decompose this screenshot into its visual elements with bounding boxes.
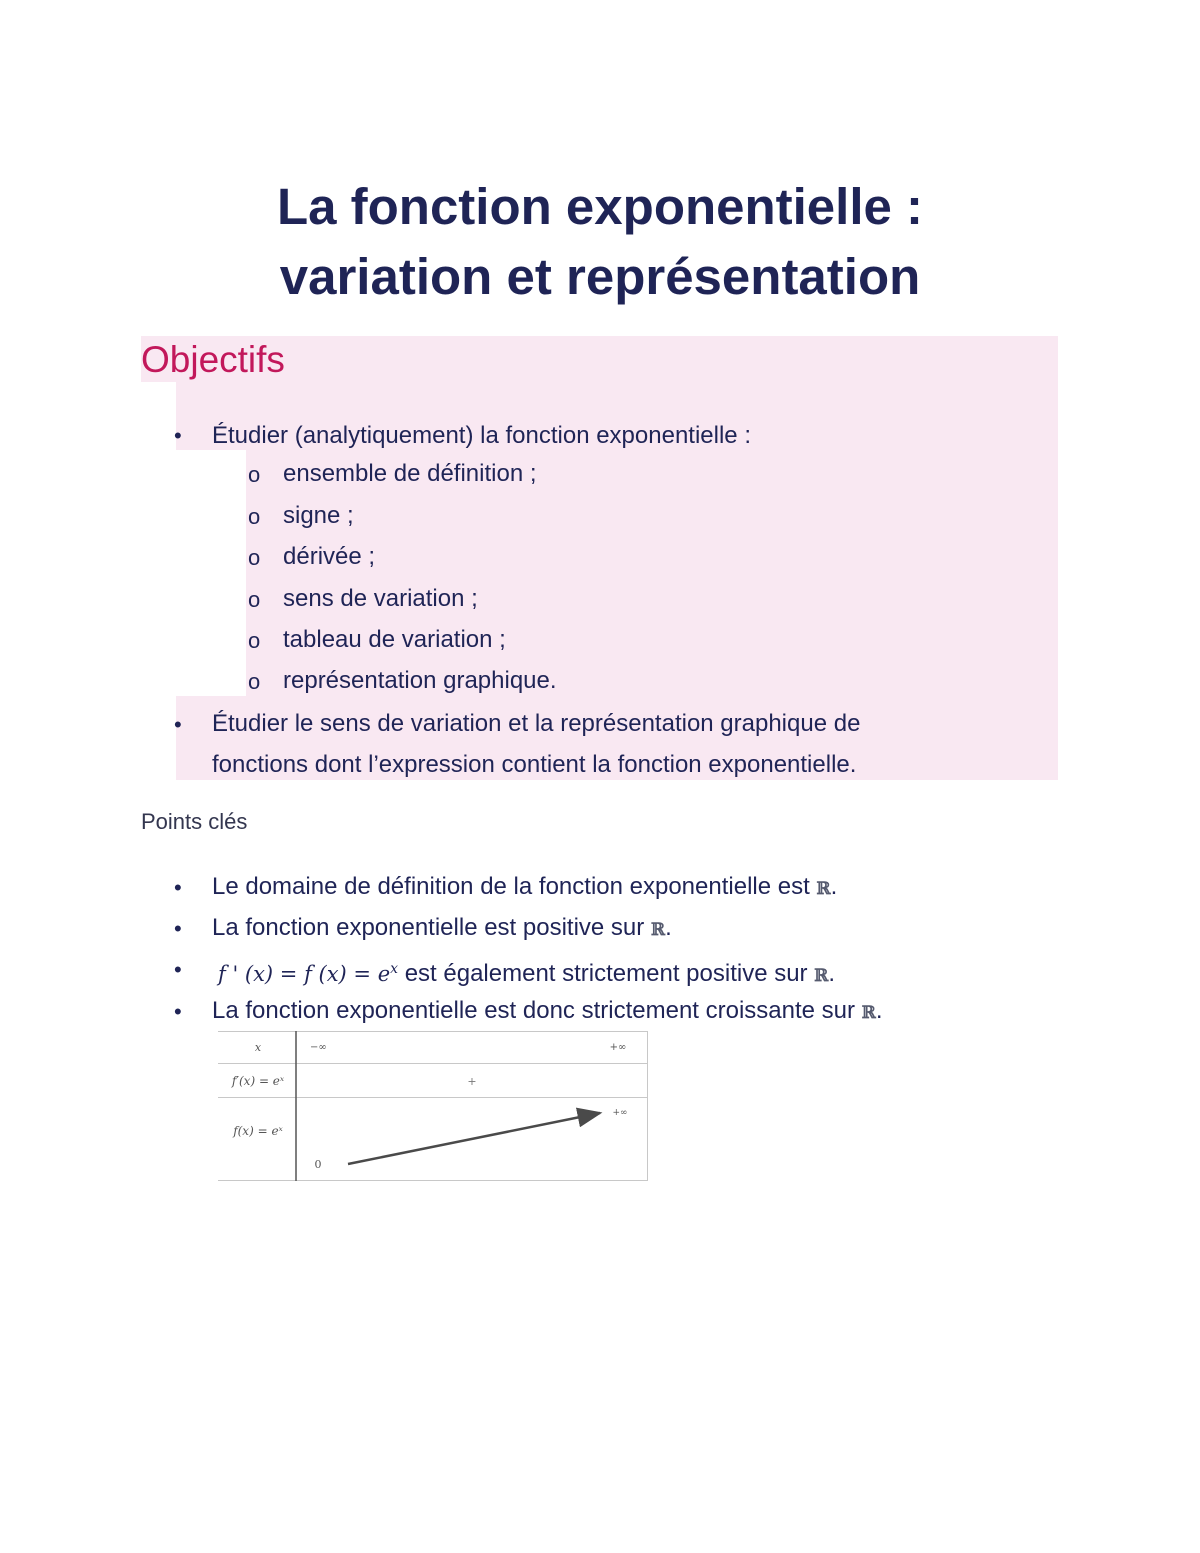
bullet-icon: •	[174, 712, 182, 737]
key-point-4-text: La fonction exponentielle est donc strictement croissante sur	[212, 997, 856, 1024]
derivative-sign: +	[467, 1075, 477, 1088]
key-point-2-text: La fonction exponentielle est positive sur	[212, 914, 645, 941]
bullet-icon: •	[174, 423, 182, 448]
end-value: +∞	[612, 1108, 628, 1118]
points-cles-heading: Points clés	[141, 809, 248, 834]
key-point-1	[212, 872, 837, 904]
formula-exponent: x	[390, 961, 399, 977]
bullet-icon: •	[174, 957, 182, 982]
objectifs-heading: Objectifs	[141, 339, 285, 380]
title-line-1: La fonction exponentielle :	[276, 178, 924, 235]
key-point-3	[218, 954, 835, 991]
title-line-2: variation et représentation	[279, 248, 921, 305]
circle-bullet-icon: o	[248, 462, 261, 487]
start-value: 0	[314, 1158, 322, 1171]
bullet-icon: •	[174, 999, 182, 1024]
header-plus-infinity: +∞	[609, 1042, 627, 1053]
period: .	[875, 997, 883, 1024]
header-minus-infinity: −∞	[310, 1042, 327, 1053]
objectif-item-2-line-2: fonctions dont l’expression contient la fonction exponentielle.	[212, 751, 857, 778]
objectif-item-2-line-1: Étudier le sens de variation et la représentation graphique de	[212, 710, 861, 737]
period: .	[665, 914, 672, 941]
circle-bullet-icon: o	[248, 669, 261, 694]
key-point-2	[212, 913, 672, 945]
bullet-icon: •	[174, 875, 182, 900]
period: .	[828, 960, 836, 987]
header-x: x	[254, 1041, 262, 1054]
sub-item-1: ensemble de définition ;	[283, 460, 537, 487]
real-numbers-symbol: ℝ	[814, 966, 829, 986]
key-point-3-text: est également strictement positive sur	[404, 960, 808, 987]
real-numbers-symbol: ℝ	[861, 1003, 876, 1023]
sub-item-4: sens de variation ;	[283, 585, 478, 612]
variation-table	[218, 1031, 648, 1181]
sub-item-2: signe ;	[283, 502, 354, 529]
row-derivative-label: f′(x) = eˣ	[231, 1074, 285, 1088]
key-point-1-text: Le domaine de définition de la fonction exponentielle est	[212, 873, 810, 900]
sub-item-3: dérivée ;	[283, 543, 376, 570]
real-numbers-symbol: ℝ	[650, 920, 666, 940]
page-title	[100, 172, 1100, 312]
objectif-item-1: Étudier (analytiquement) la fonction exponentielle :	[212, 422, 751, 449]
row-function-label: f(x) = eˣ	[233, 1124, 283, 1138]
circle-bullet-icon: o	[248, 587, 261, 612]
increasing-arrow	[348, 1113, 600, 1164]
table-grid	[218, 1031, 648, 1181]
real-numbers-symbol: ℝ	[816, 879, 831, 899]
sub-item-5: tableau de variation ;	[283, 626, 506, 653]
sub-item-6: représentation graphique.	[283, 667, 557, 694]
period: .	[830, 873, 838, 900]
key-point-4	[212, 996, 883, 1028]
bullet-icon: •	[174, 916, 182, 941]
circle-bullet-icon: o	[248, 504, 261, 529]
formula-text: f ' (x) = f (x) = e	[218, 962, 391, 986]
circle-bullet-icon: o	[248, 545, 261, 570]
circle-bullet-icon: o	[248, 628, 261, 653]
derivative-formula	[218, 962, 398, 986]
